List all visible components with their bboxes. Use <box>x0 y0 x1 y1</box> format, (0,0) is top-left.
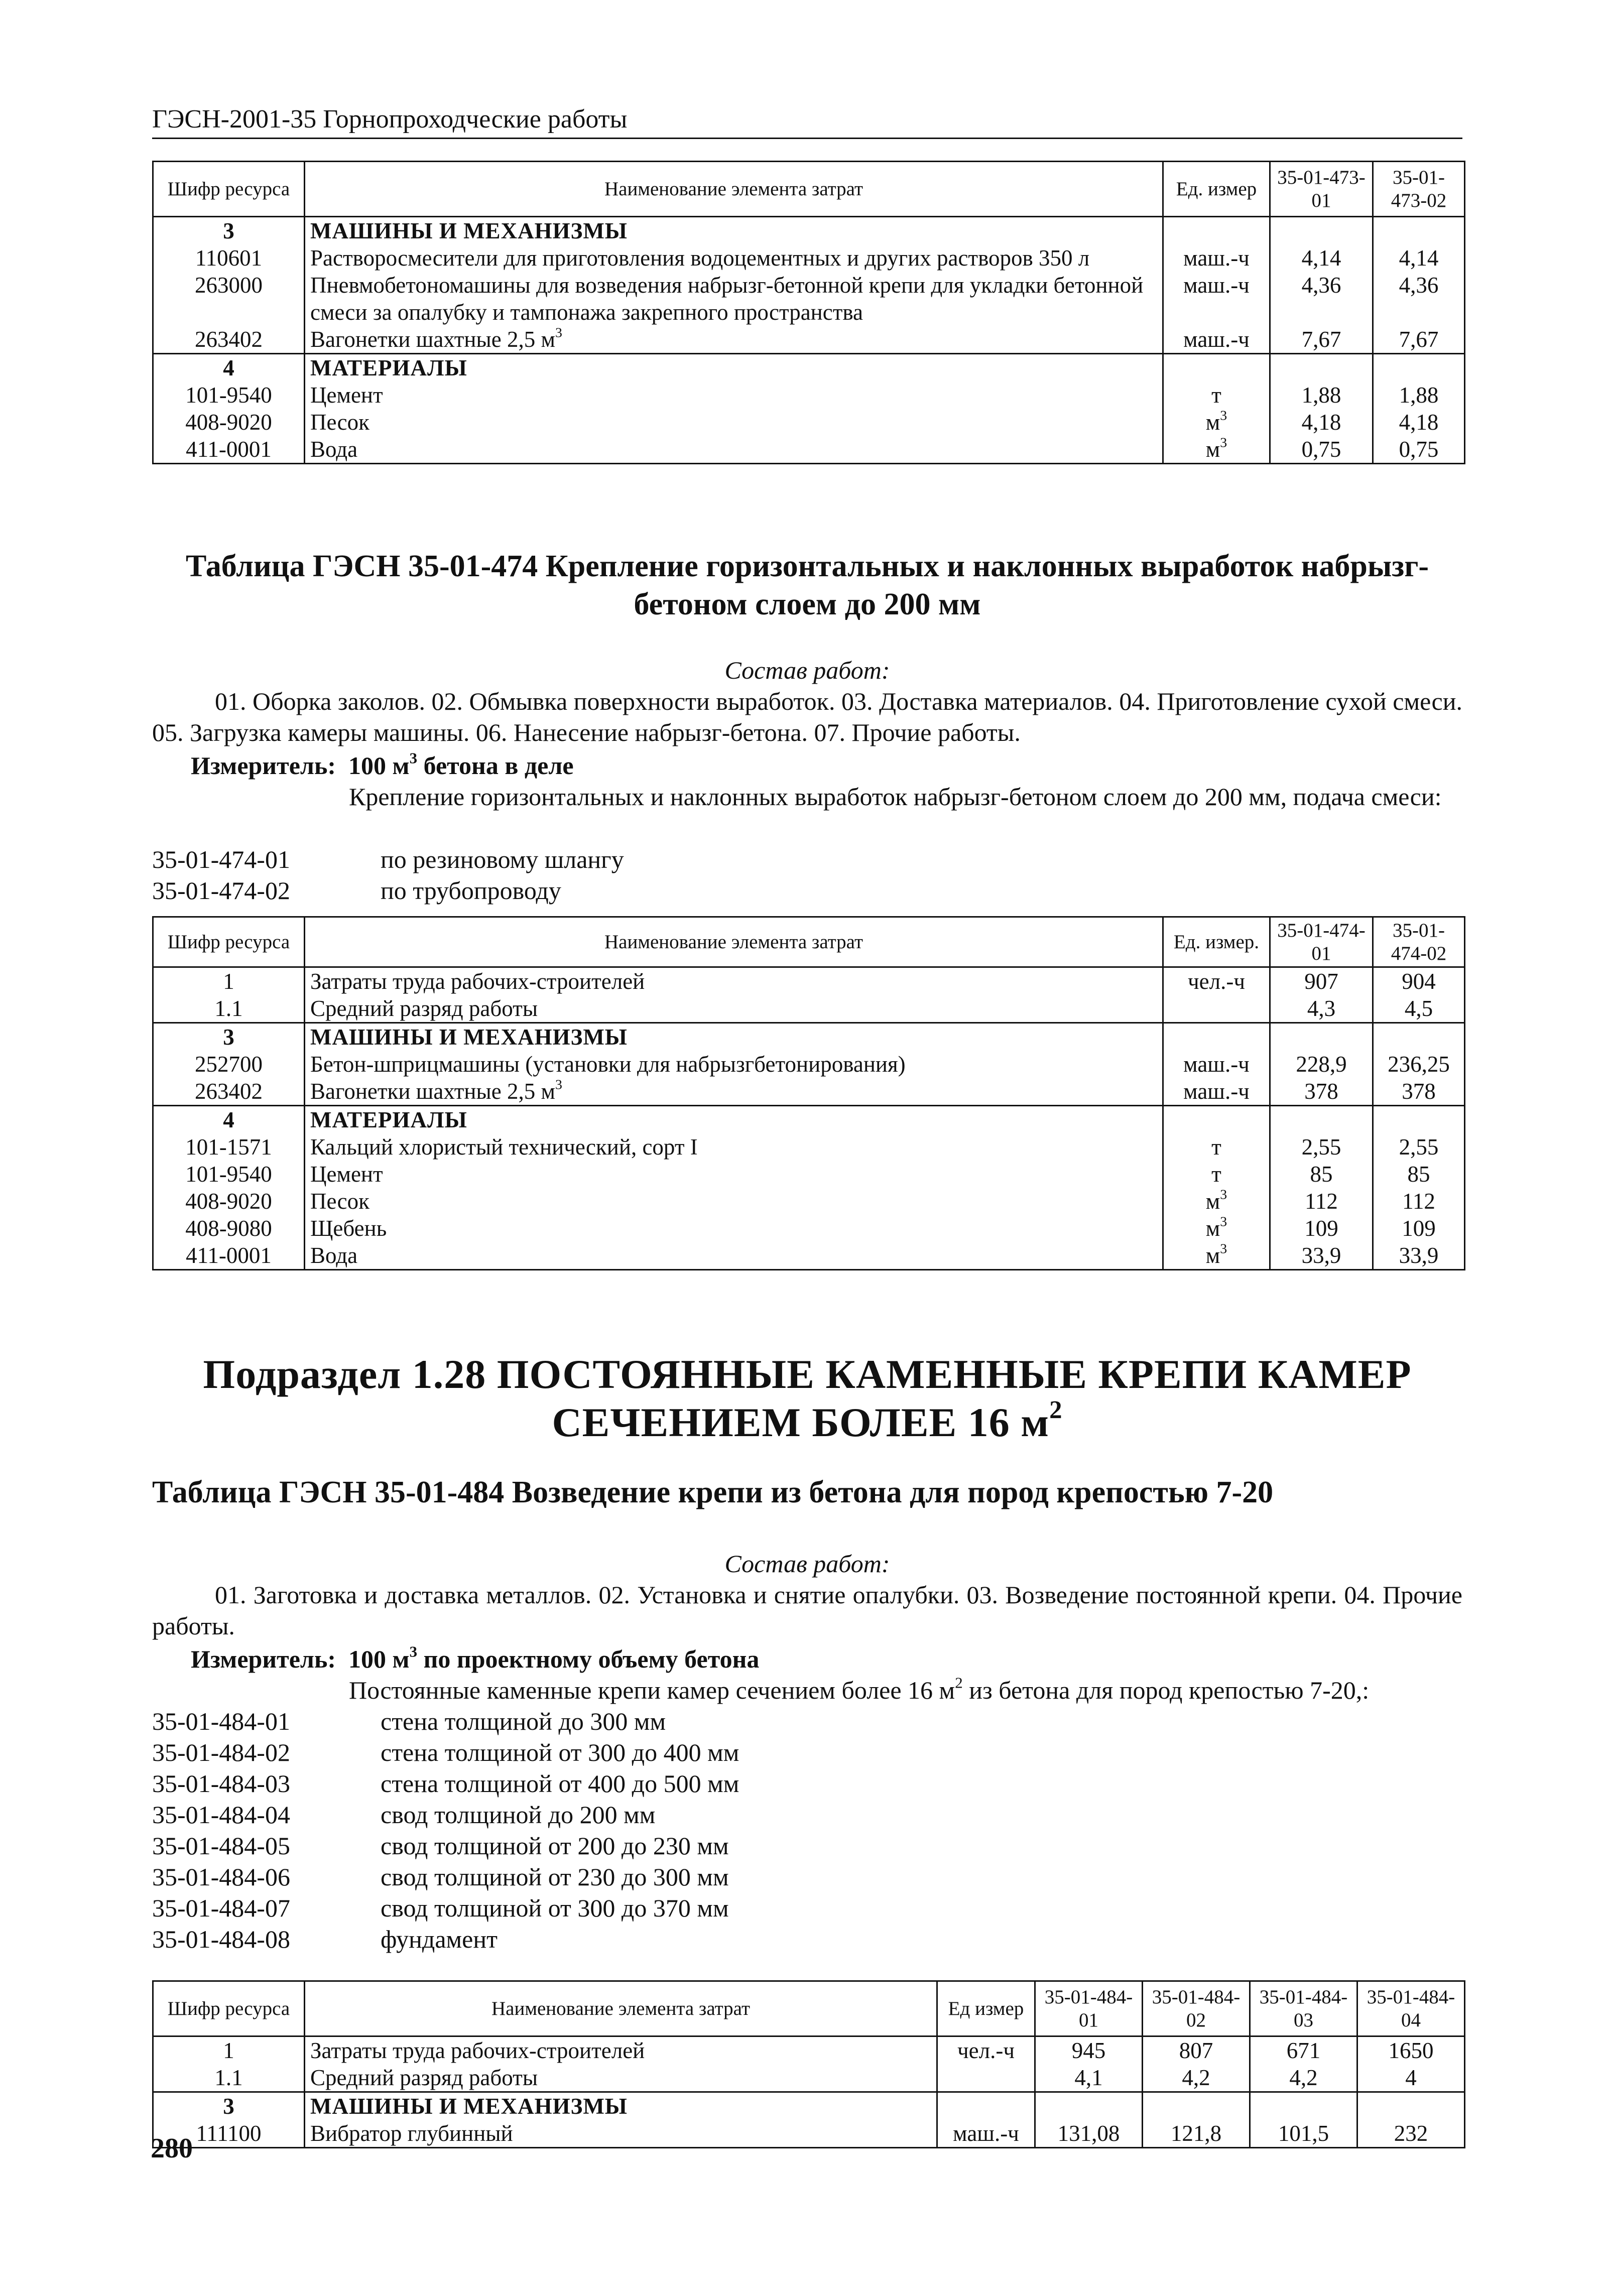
table-row: 101-9540 Цемент т 1,88 1,88 <box>153 381 1465 409</box>
col-header-code: Шифр ресурса <box>153 1981 305 2036</box>
variant-row: 35-01-484-01 стена толщиной до 300 мм <box>152 1707 666 1735</box>
intro-474: Крепление горизонтальных и наклонных выработок набрызг-бетоном слоем до 200 мм, подача смеси: <box>349 783 1442 811</box>
variants-474 <box>152 844 1462 906</box>
col-header-v1: 35-01-473-01 <box>1270 162 1373 217</box>
table-row: 4 МАТЕРИАЛЫ <box>153 354 1465 382</box>
sostav-text-474: 01. Оборка заколов. 02. Обмывка поверхности выработок. 03. Доставка материалов. 04. Приготовление сухой смеси. 05. Загрузка камеры машины. 06. Нанесение набрызг-бетона. 07. Прочие работы. <box>152 687 1462 746</box>
superscript: 3 <box>1220 1242 1227 1257</box>
table-row: 1 Затраты труда рабочих-строителей чел.-ч 945 807 671 1650 <box>153 2036 1465 2065</box>
table-474 <box>152 916 1465 1270</box>
table-row: 101-1571 Кальций хлористый технический, сорт I т 2,55 2,55 <box>153 1133 1465 1161</box>
table-row: 263402 Вагонетки шахтные 2,5 $м^3$ маш.-ч 7,67 7,67 <box>153 326 1465 354</box>
subsection-title: Подраздел 1.28 ПОСТОЯННЫЕ КАМЕННЫЕ КРЕПИ КАМЕР СЕЧЕНИЕМ БОЛЕЕ 16 $м^2$ <box>203 1351 1412 1445</box>
col-header-v4: 35-01-484-04 <box>1357 1981 1465 2036</box>
superscript: 3 <box>1220 436 1227 451</box>
col-header-name: Наименование элемента затрат <box>305 1981 937 2036</box>
col-header-v1: 35-01-474-01 <box>1270 917 1373 967</box>
superscript: 3 <box>1220 409 1227 424</box>
col-header-code: Шифр ресурса <box>153 917 305 967</box>
page-number: 280 <box>151 2133 193 2164</box>
variant-row: 35-01-484-07 свод толщиной от 300 до 370 мм <box>152 1894 729 1922</box>
superscript: 2 <box>1049 1395 1063 1424</box>
table-row: 4 МАТЕРИАЛЫ <box>153 1106 1465 1134</box>
table-row: 263402 Вагонетки шахтные 2,5 $м^3$ маш.-ч 378 378 <box>153 1078 1465 1106</box>
table-row: 1.1 Средний разряд работы 4,1 4,2 4,2 4 <box>153 2064 1465 2092</box>
variant-row: 35-01-474-01 по резиновому шлангу <box>152 845 624 873</box>
table-row: 408-9020 Песок $м^3$ 112 112 <box>153 1188 1465 1215</box>
superscript: 3 <box>555 326 562 341</box>
superscript: 3 <box>555 1078 562 1093</box>
variant-row: 35-01-484-05 свод толщиной от 200 до 230 мм <box>152 1832 729 1860</box>
superscript: 3 <box>409 749 418 767</box>
variant-row: 35-01-474-02 по трубопроводу <box>152 876 561 905</box>
col-header-v2: 35-01-484-02 <box>1143 1981 1250 2036</box>
col-header-v1: 35-01-484-01 <box>1035 1981 1143 2036</box>
variants-484 <box>152 1706 1462 1955</box>
table-row: 3 МАШИНЫ И МЕХАНИЗМЫ <box>153 2092 1465 2120</box>
variant-row: 35-01-484-08 фундамент <box>152 1925 498 1953</box>
table-row: 411-0001 Вода $м^3$ 33,9 33,9 <box>153 1242 1465 1270</box>
izmeritel-474: Измеритель: 100 $м^3$ бетона в деле <box>191 749 574 780</box>
section-484-title: Таблица ГЭСН 35-01-484 Возведение крепи из бетона для пород крепостью 7-20 <box>152 1475 1274 1509</box>
intro-484: Постоянные каменные крепи камер сечением более 16 $м^2$ из бетона для пород крепостью 7-20,: <box>349 1674 1370 1704</box>
col-header-unit: Ед. измер. <box>1163 917 1270 967</box>
sostav-label-484: Состав работ: <box>724 1550 890 1578</box>
table-row: 101-9540 Цемент т 85 85 <box>153 1161 1465 1188</box>
izmeritel-484: Измеритель: 100 $м^3$ по проектному объему бетона <box>191 1642 760 1673</box>
variant-row: 35-01-484-03 стена толщиной от 400 до 500 мм <box>152 1769 739 1798</box>
superscript: 3 <box>1220 1215 1227 1230</box>
col-header-v2: 35-01-473-02 <box>1373 162 1465 217</box>
table-row: 263000 Пневмобетономашины для возведения набрызг-бетонной крепи для укладки бетонной смеси за опалубку и тампонажа закрепного пространства маш.-ч 4,36 4,36 <box>153 272 1465 326</box>
table-484 <box>152 1980 1465 2148</box>
col-header-name: Наименование элемента затрат <box>305 162 1163 217</box>
table-row: 3 МАШИНЫ И МЕХАНИЗМЫ <box>153 217 1465 245</box>
table-473 <box>152 161 1465 464</box>
table-row: 408-9080 Щебень $м^3$ 109 109 <box>153 1215 1465 1242</box>
superscript: 2 <box>955 1674 963 1692</box>
superscript: 3 <box>1220 1188 1227 1203</box>
col-header-code: Шифр ресурса <box>153 162 305 217</box>
col-header-unit: Ед измер <box>937 1981 1035 2036</box>
table-row: 1 Затраты труда рабочих-строителей чел.-ч 907 904 <box>153 967 1465 995</box>
variant-row: 35-01-484-02 стена толщиной от 300 до 400 мм <box>152 1738 739 1766</box>
table-row: 252700 Бетон-шприцмашины (установки для набрызгбетонирования) маш.-ч 228,9 236,25 <box>153 1051 1465 1078</box>
sostav-label-474: Состав работ: <box>724 656 890 684</box>
section-474-title: Таблица ГЭСН 35-01-474 Крепление горизонтальных и наклонных выработок набрызг- бетоном слоем до 200 мм <box>185 549 1429 621</box>
table-row: 111100 Вибратор глубинный маш.-ч 131,08 121,8 101,5 232 <box>153 2120 1465 2148</box>
table-row: 411-0001 Вода $м^3$ 0,75 0,75 <box>153 436 1465 464</box>
page-header: ГЭСН-2001-35 Горнопроходческие работы <box>152 104 1462 139</box>
table-row: 1.1 Средний разряд работы 4,3 4,5 <box>153 995 1465 1023</box>
col-header-v2: 35-01-474-02 <box>1373 917 1465 967</box>
table-row: 110601 Растворосмесители для приготовления водоцементных и других растворов 350 л маш.-ч 4,14 4,14 <box>153 244 1465 272</box>
table-row: 3 МАШИНЫ И МЕХАНИЗМЫ <box>153 1023 1465 1051</box>
variant-row: 35-01-484-06 свод толщиной от 230 до 300 мм <box>152 1863 729 1891</box>
col-header-v3: 35-01-484-03 <box>1250 1981 1357 2036</box>
col-header-unit: Ед. измер <box>1163 162 1270 217</box>
table-row: 408-9020 Песок $м^3$ 4,18 4,18 <box>153 409 1465 436</box>
col-header-name: Наименование элемента затрат <box>305 917 1163 967</box>
superscript: 3 <box>409 1642 418 1661</box>
variant-row: 35-01-484-04 свод толщиной до 200 мм <box>152 1801 656 1829</box>
sostav-text-484: 01. Заготовка и доставка металлов. 02. Установка и снятие опалубки. 03. Возведение постоянной крепи. 04. Прочие работы. <box>152 1581 1462 1640</box>
